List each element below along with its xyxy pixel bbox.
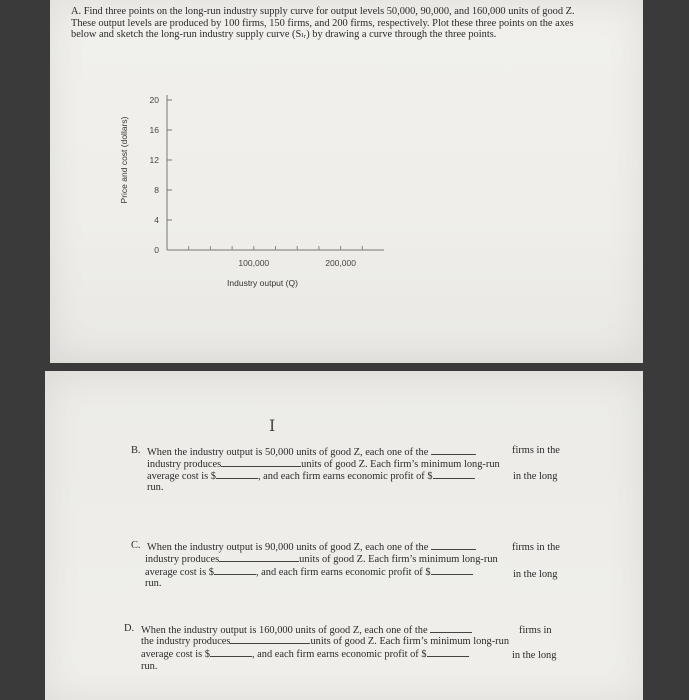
y-tick-label: 16 xyxy=(149,125,159,135)
x-tick-label: 100,000 xyxy=(238,258,270,268)
question-label: C. xyxy=(131,540,141,551)
question-text: average cost is $ xyxy=(147,471,216,482)
question-text: run. xyxy=(147,482,164,493)
y-tick-label: 20 xyxy=(149,95,159,105)
question-text: run. xyxy=(141,661,158,672)
question-text: the industry produces xyxy=(141,636,231,647)
units-blank[interactable] xyxy=(219,552,299,562)
firms-blank[interactable] xyxy=(430,623,472,633)
question-text: firms in xyxy=(519,625,552,636)
question-text: in the long xyxy=(513,569,558,580)
firms-blank[interactable] xyxy=(431,445,476,455)
y-tick-label: 12 xyxy=(149,155,159,165)
question-text: units of good Z. Each firm’s minimum long-run xyxy=(299,554,498,565)
question-text: , and each firm earns economic profit of $ xyxy=(255,567,431,578)
question-text: units of good Z. Each firm’s minimum long-run xyxy=(301,459,500,470)
profit-blank[interactable] xyxy=(431,565,473,575)
x-axis-title: Industry output (Q) xyxy=(227,278,298,288)
question-d xyxy=(124,623,594,679)
question-text: When the industry output is 160,000 units of good Z, each one of the xyxy=(141,625,428,636)
profit-blank[interactable] xyxy=(427,647,469,657)
question-c xyxy=(131,540,591,596)
average-cost-blank[interactable] xyxy=(210,647,252,657)
question-text: , and each firm earns economic profit of $ xyxy=(257,471,433,482)
y-tick-label: 8 xyxy=(154,185,159,195)
question-text: firms in the xyxy=(512,445,560,456)
question-b xyxy=(131,445,591,501)
question-text: industry produces xyxy=(147,459,222,470)
y-axis-title: Price and cost (dollars) xyxy=(119,116,129,204)
question-text: firms in the xyxy=(512,542,560,553)
question-text: units of good Z. Each firm’s minimum long-run xyxy=(310,636,510,647)
average-cost-blank[interactable] xyxy=(216,469,258,479)
average-cost-blank[interactable] xyxy=(214,565,256,575)
question-text: in the long xyxy=(513,471,558,482)
x-tick-label: 200,000 xyxy=(325,258,356,268)
question-text: , and each firm earns economic profit of $ xyxy=(251,649,427,660)
part-a-instructions: A. Find three points on the long-run industry supply curve for output levels 50,000, 90,000, and 160,000 units of good Z. These output levels are produced by 100 firms, 150 firms, and 200 firms, respectively. Plot these three points on the axes below and sketch the long-run industry supply curve (Sₗᵣ) by drawing a curve through the three points. xyxy=(71,6,575,41)
question-text: in the long xyxy=(512,650,557,661)
profit-blank[interactable] xyxy=(433,469,475,479)
units-blank[interactable] xyxy=(230,634,310,644)
units-blank[interactable] xyxy=(221,457,301,467)
question-label: D. xyxy=(124,623,135,634)
question-text: run. xyxy=(145,578,162,589)
text-cursor-icon: I xyxy=(269,416,276,435)
question-text: When the industry output is 90,000 units of good Z, each one of the xyxy=(147,542,429,553)
question-text: When the industry output is 50,000 units of good Z, each one of the xyxy=(147,447,429,458)
y-tick-label: 4 xyxy=(154,215,159,225)
supply-curve-chart[interactable] xyxy=(100,85,400,295)
question-label: B. xyxy=(131,445,141,456)
question-text: industry produces xyxy=(145,554,220,565)
question-text: average cost is $ xyxy=(145,567,214,578)
question-text: average cost is $ xyxy=(141,649,210,660)
y-tick-label: 0 xyxy=(154,245,159,255)
firms-blank[interactable] xyxy=(431,540,476,550)
